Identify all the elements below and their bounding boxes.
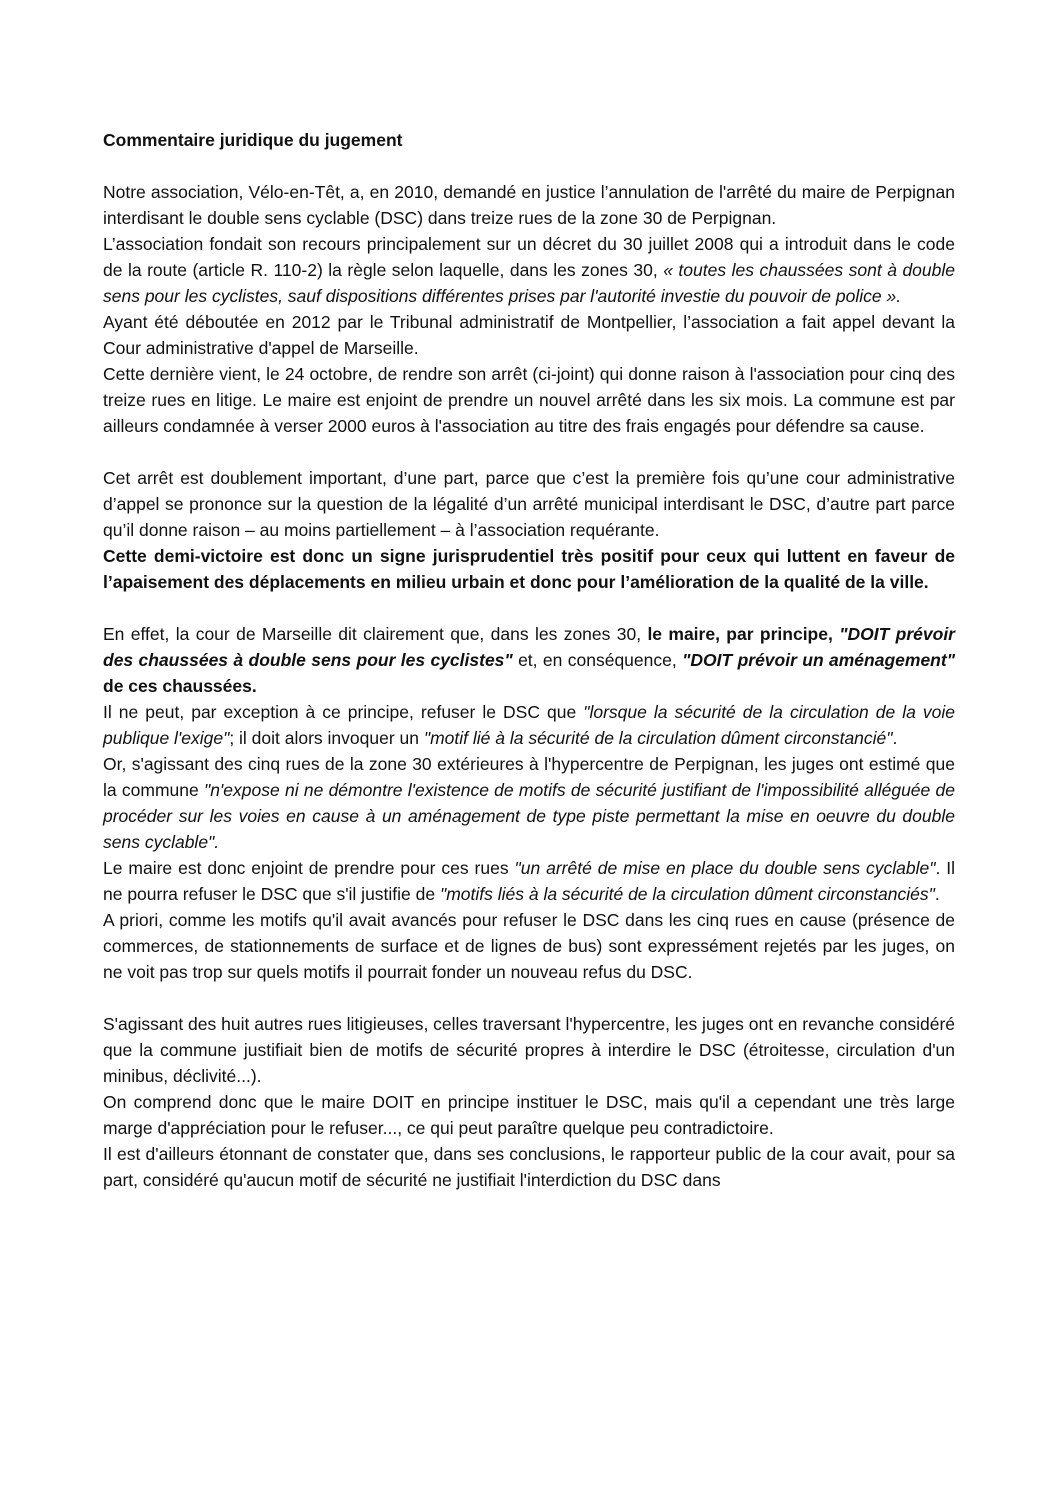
text-run: ; il doit alors invoquer un: [229, 728, 424, 748]
document-title: Commentaire juridique du jugement: [103, 130, 403, 150]
text-run: Cet arrêt est doublement important, d’une part, parce que c’est la première fois qu’une cour administrative d’appel se prononce sur la question de la légalité d’un arrêté municipal interdisant le DSC, d’autre part parce qu’il donne raison – au moins partiellement – à l’association requérante.: [103, 468, 955, 540]
paragraph: [103, 1141, 955, 1193]
text-run: Cette demi-victoire est donc un signe jurisprudentiel très positif pour ceux qui luttent en faveur de l’apaisement des déplacements en milieu urbain et donc pour l’amélioration de la qualité de la ville.: [103, 546, 955, 592]
paragraph: [103, 1089, 955, 1141]
paragraph: [103, 179, 955, 231]
text-run: Il est d'ailleurs étonnant de constater que, dans ses conclusions, le rapporteur public de la cour avait, pour sa part, considéré qu'aucun motif de sécurité ne justifiait l'interdiction du DSC dans: [103, 1144, 955, 1190]
text-run: On comprend donc que le maire DOIT en principe instituer le DSC, mais qu'il a cependant une très large marge d'appréciation pour le refuser..., ce qui peut paraître quelque peu contradictoire.: [103, 1092, 955, 1138]
text-run: "n'expose ni ne démontre l'existence de motifs de sécurité justifiant de l'impossibilité alléguée de procéder sur les voies en cause à un aménagement de type piste permettant la mise en oeuvre du double sens cyclable".: [103, 780, 955, 852]
paragraph: [103, 699, 955, 751]
paragraph: [103, 361, 955, 439]
document-page: [103, 127, 955, 1219]
paragraph-group: [103, 465, 955, 595]
text-run: "DOIT prévoir des chaussées à double sens pour les cyclistes": [103, 624, 955, 670]
text-run: Cette dernière vient, le 24 octobre, de rendre son arrêt (ci-joint) qui donne raison à l'association pour cinq des treize rues en litige. Le maire est enjoint de prendre un nouvel arrêté dans les six mois. La commune est par ailleurs condamnée à verser 2000 euros à l'association au titre des frais engagés pour défendre sa cause.: [103, 364, 955, 436]
paragraph: [103, 751, 955, 855]
paragraph: [103, 309, 955, 361]
text-run: "motifs liés à la sécurité de la circulation dûment circonstanciés": [439, 884, 935, 904]
paragraph-group: [103, 179, 955, 439]
text-run: L’association fondait son recours principalement sur un décret du 30 juillet 2008 qui a introduit dans le code de la route (article R. 110-2) la règle selon laquelle, dans les zones 30,: [103, 234, 955, 280]
paragraph: [103, 855, 955, 907]
text-run: Le maire est donc enjoint de prendre pour ces rues: [103, 858, 515, 878]
paragraph: [103, 465, 955, 543]
text-run: de ces chaussées.: [103, 676, 257, 696]
text-run: "DOIT prévoir un aménagement": [682, 650, 955, 670]
text-run: Il ne peut, par exception à ce principe, refuser le DSC que: [103, 702, 584, 722]
text-run: "motif lié à la sécurité de la circulation dûment circonstancié": [423, 728, 893, 748]
text-run: .: [934, 884, 940, 904]
paragraph: [103, 621, 955, 699]
text-run: « toutes les chaussées sont à double sens pour les cyclistes, sauf dispositions différentes prises par l'autorité investie du pouvoir de police ».: [103, 260, 955, 306]
document-body: [103, 179, 955, 1193]
text-run: . Il ne pourra refuser le DSC que s'il justifie de: [103, 858, 955, 904]
text-run: le maire, par principe,: [647, 624, 840, 644]
paragraph: [103, 543, 955, 595]
paragraph-group: [103, 1011, 955, 1193]
text-run: A priori, comme les motifs qu'il avait avancés pour refuser le DSC dans les cinq rues en cause (présence de commerces, de stationnements de surface et de lignes de bus) sont expressément rejetés par les juges, on ne voit pas trop sur quels motifs il pourrait fonder un nouveau refus du DSC.: [103, 910, 955, 982]
paragraph: [103, 231, 955, 309]
text-run: Ayant été déboutée en 2012 par le Tribunal administratif de Montpellier, l’association a fait appel devant la Cour administrative d'appel de Marseille.: [103, 312, 955, 358]
text-run: En effet, la cour de Marseille dit clairement que, dans les zones 30,: [103, 624, 648, 644]
text-run: Or, s'agissant des cinq rues de la zone 30 extérieures à l'hypercentre de Perpignan, les juges ont estimé que la commune: [103, 754, 955, 800]
paragraph: [103, 1011, 955, 1089]
text-run: et, en conséquence,: [512, 650, 683, 670]
text-run: Notre association, Vélo-en-Têt, a, en 2010, demandé en justice l’annulation de l'arrêté du maire de Perpignan interdisant le double sens cyclable (DSC) dans treize rues de la zone 30 de Perpignan.: [103, 182, 955, 228]
text-run: .: [892, 728, 898, 748]
paragraph: [103, 907, 955, 985]
text-run: "lorsque la sécurité de la circulation de la voie publique l'exige": [103, 702, 955, 748]
text-run: "un arrêté de mise en place du double sens cyclable": [514, 858, 936, 878]
paragraph-group: [103, 621, 955, 985]
text-run: S'agissant des huit autres rues litigieuses, celles traversant l'hypercentre, les juges ont en revanche considéré que la commune justifiait bien de motifs de sécurité propres à interdire le DSC (étroitesse, circulation d'un minibus, déclivité...).: [103, 1014, 956, 1086]
